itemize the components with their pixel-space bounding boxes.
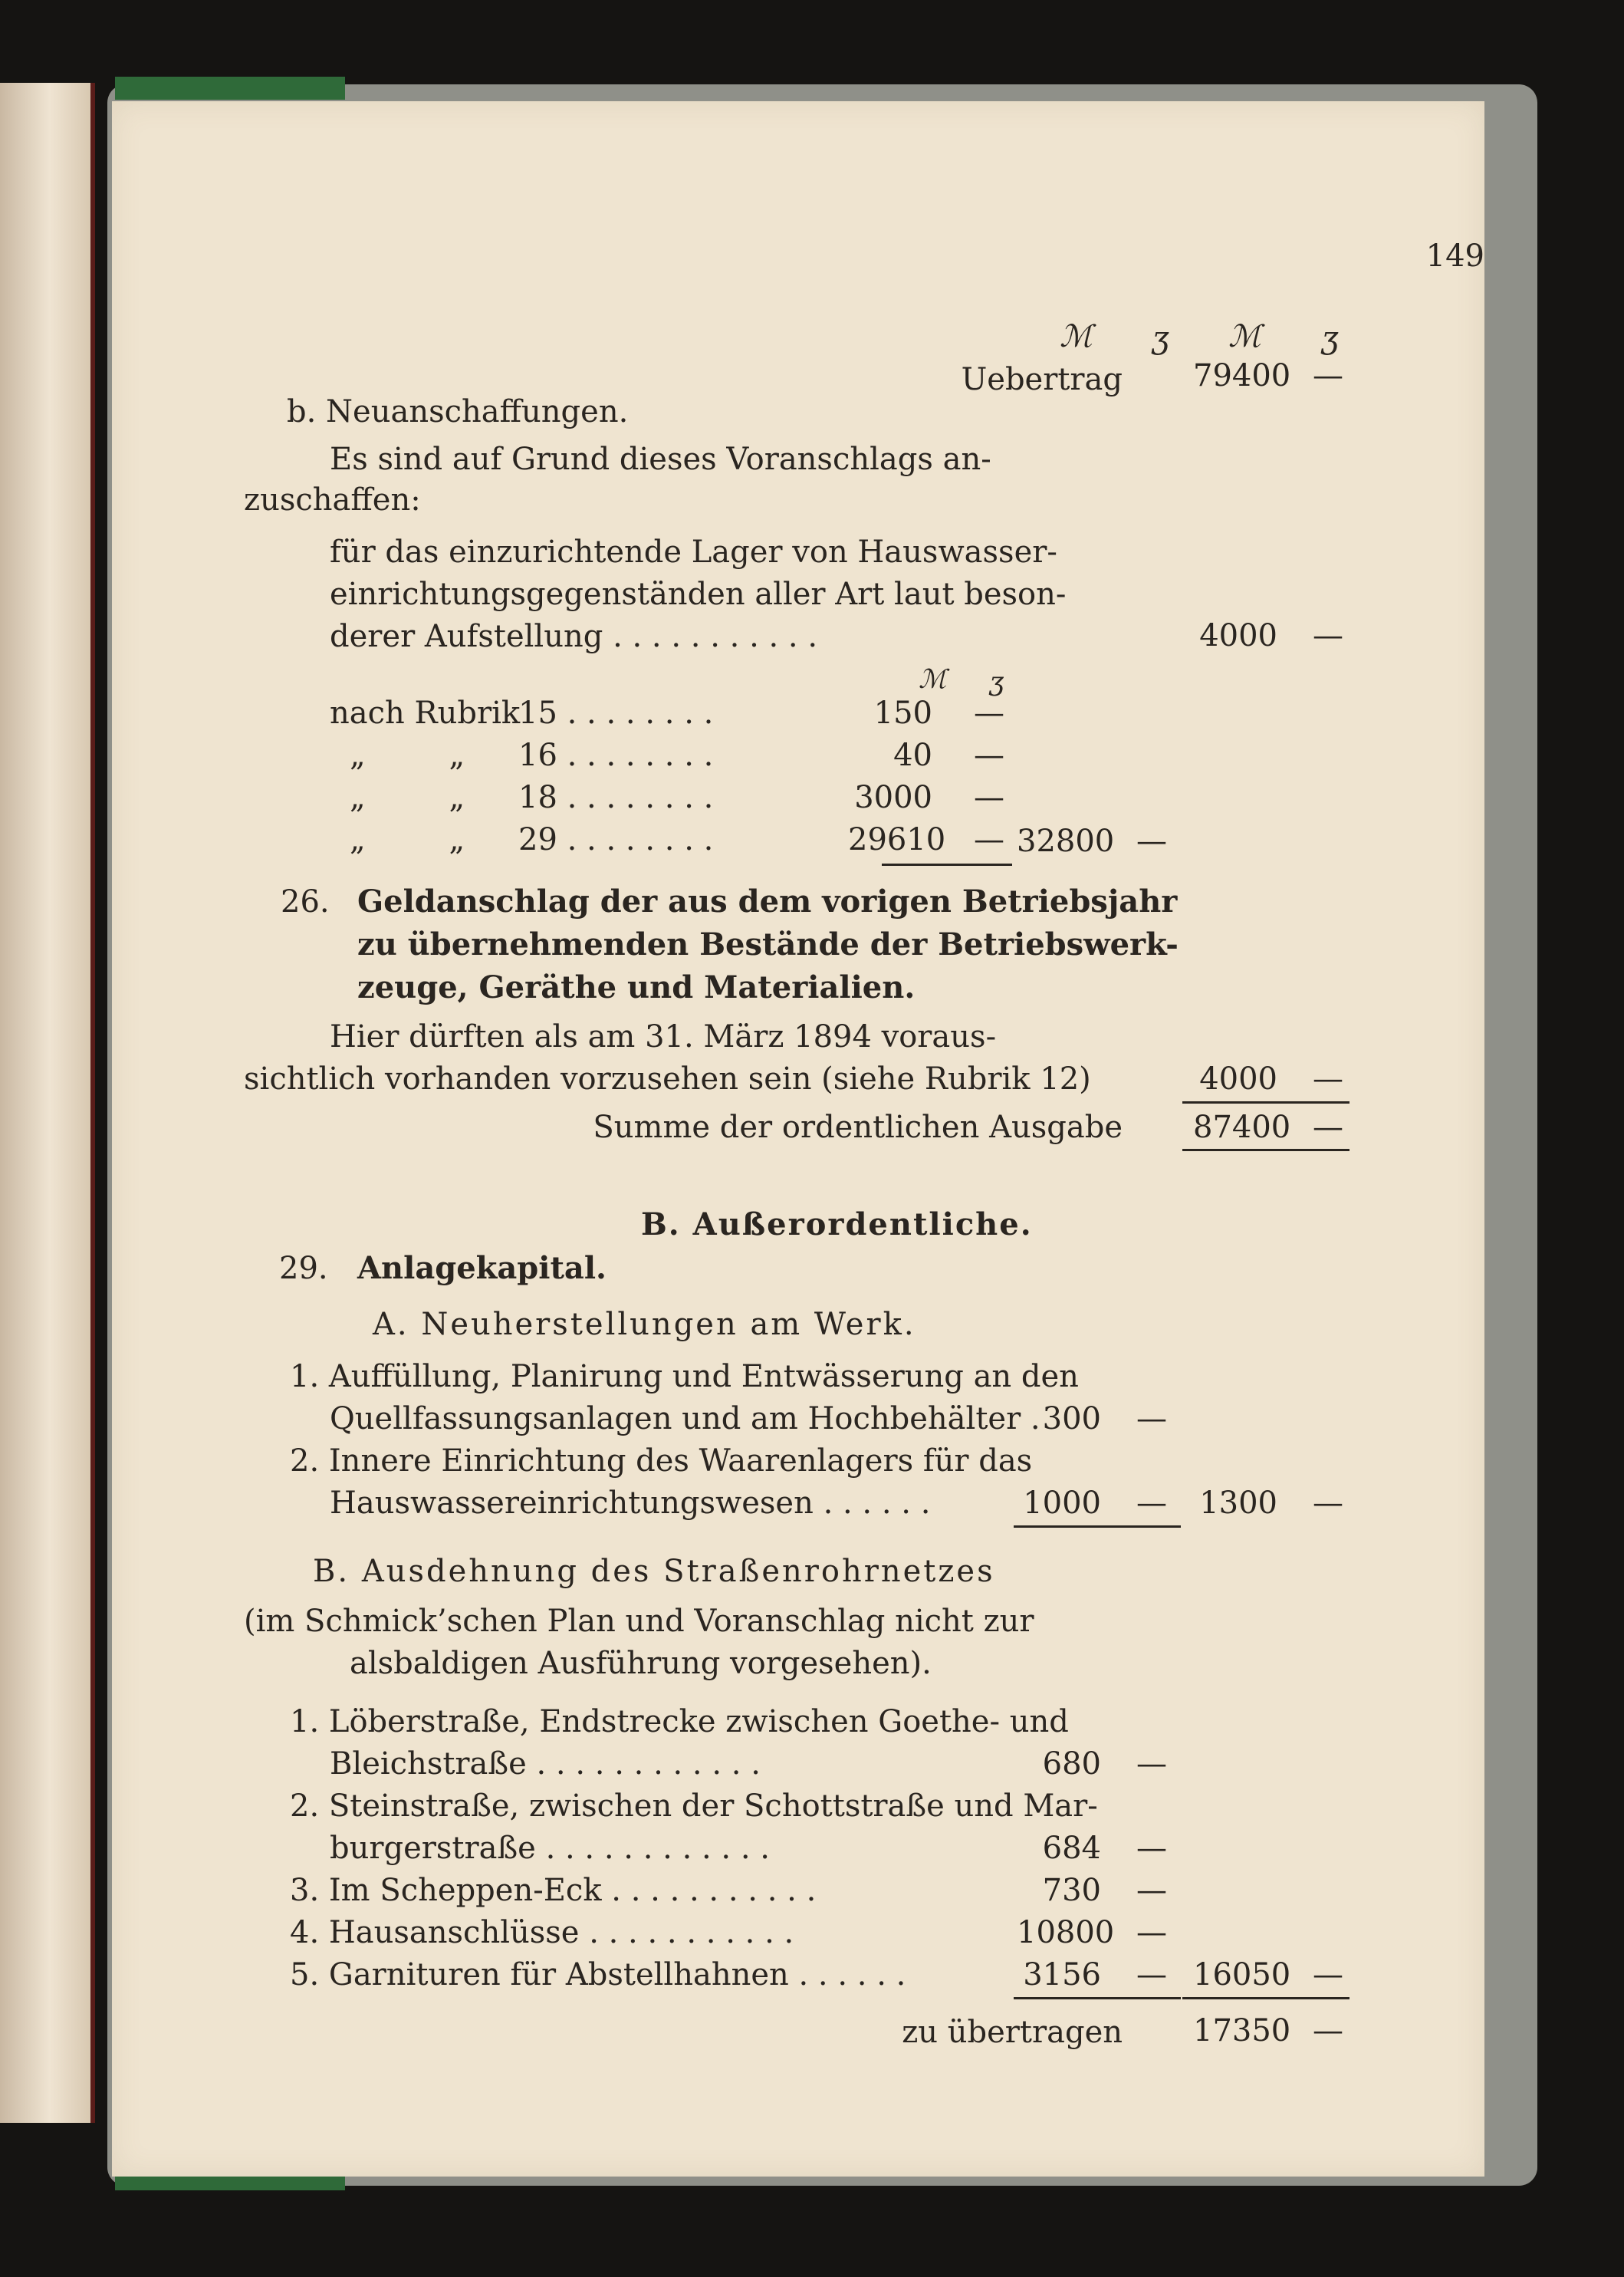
- rubrik-num-3: 18 . . . . . . . .: [518, 780, 714, 815]
- subsection-a-total-dash: —: [1313, 1486, 1343, 1521]
- item-29-title: Anlagekapital.: [357, 1250, 607, 1286]
- subsection-b-item1-line1: 1. Löberstraße, Endstrecke zwischen Goethe- und: [290, 1704, 1069, 1739]
- subsection-b-item2-line1: 2. Steinstraße, zwischen der Schottstraße und Mar-: [290, 1788, 1098, 1824]
- uebertrag-dash: —: [1313, 358, 1343, 393]
- subsection-b-item4-value: 10800: [1017, 1915, 1115, 1950]
- rubrik-label-3: „ „: [350, 780, 502, 815]
- subsection-a-item1-dash: —: [1136, 1401, 1167, 1436]
- section-b-item-2: einrichtungsgegenständen aller Art laut beson-: [330, 577, 1067, 612]
- subsection-a-heading: A. Neuherstellungen am Werk.: [373, 1307, 916, 1342]
- rubrik-total-dash: —: [1136, 824, 1167, 859]
- currency-mark-col2: ℳ: [1228, 319, 1261, 354]
- subsection-b-sum-rule-2: [1182, 1997, 1349, 1999]
- rubrik-label-2: „ „: [350, 738, 502, 773]
- subsection-b-item4-dash: —: [1136, 1915, 1167, 1950]
- subsection-a-item1-value: 300: [1042, 1401, 1101, 1436]
- subsection-b-item5-value: 3156: [1023, 1957, 1101, 1992]
- subsection-b-item1-dash: —: [1136, 1746, 1167, 1782]
- subsection-a-item2-dash: —: [1136, 1486, 1167, 1521]
- subsection-b-item2-dash: —: [1136, 1831, 1167, 1866]
- rubrik-num-2: 16 . . . . . . . .: [518, 738, 714, 773]
- subsection-b-item2-value: 684: [1042, 1831, 1101, 1866]
- summe-value: 87400: [1193, 1110, 1291, 1145]
- section-b-intro-2: zuschaffen:: [244, 482, 421, 518]
- carry-value: 17350: [1193, 2013, 1291, 2048]
- subsection-b-total: 16050: [1193, 1957, 1291, 1992]
- item-26-dash: —: [1313, 1061, 1343, 1097]
- summe-dash: —: [1313, 1110, 1343, 1145]
- summe-label: Summe der ordentlichen Ausgabe: [593, 1110, 1123, 1145]
- item-26-title-3: zeuge, Geräthe und Materialien.: [357, 969, 916, 1005]
- section-b-intro-1: Es sind auf Grund dieses Voranschlags an-: [330, 442, 991, 477]
- carry-dash: —: [1313, 2013, 1343, 2048]
- item-26-title-2: zu übernehmenden Bestände der Betriebswerk-: [357, 926, 1179, 962]
- subsection-a-item1-line1: 1. Auffüllung, Planirung und Entwässerung an den: [290, 1359, 1079, 1394]
- summe-top-rule: [1182, 1101, 1349, 1104]
- subsection-a-item2-value: 1000: [1023, 1486, 1101, 1521]
- subsection-a-item2-line2: Hauswassereinrichtungswesen . . . . . .: [330, 1486, 931, 1521]
- rubrik-label-4: „ „: [350, 822, 502, 857]
- subsection-b-sub-2: alsbaldigen Ausführung vorgesehen).: [350, 1646, 932, 1681]
- subsection-b-item1-line2: Bleichstraße . . . . . . . . . . . .: [330, 1746, 761, 1782]
- rubrik-value-1: 150: [873, 696, 932, 731]
- currency-mark-col1: ℳ: [1060, 319, 1093, 354]
- book-page: [112, 101, 1484, 2177]
- rubrik-num-4: 29 . . . . . . . .: [518, 822, 714, 857]
- subsection-b-item5: 5. Garnituren für Abstellhahnen . . . . . .: [290, 1957, 906, 1992]
- item-26-title-1: Geldanschlag der aus dem vorigen Betriebsjahr: [357, 883, 1178, 920]
- uebertrag-label: Uebertrag: [961, 362, 1123, 397]
- section-b-item-3: derer Aufstellung . . . . . . . . . . .: [330, 619, 818, 654]
- part-b-heading: B. Außerordentliche.: [641, 1206, 1033, 1242]
- currency-pf-col2: ʒ: [1321, 321, 1339, 356]
- subsection-b-item3-value: 730: [1042, 1873, 1101, 1908]
- subsection-a-item2-line1: 2. Innere Einrichtung des Waarenlagers für das: [290, 1443, 1033, 1479]
- rubrik-sum-rule: [882, 864, 1012, 866]
- subsection-b-item3: 3. Im Scheppen-Eck . . . . . . . . . . .: [290, 1873, 817, 1908]
- rubrik-total: 32800: [1017, 824, 1115, 859]
- rubrik-dash-2: —: [974, 738, 1004, 773]
- summe-bottom-rule: [1182, 1149, 1349, 1151]
- subsection-b-item5-dash: —: [1136, 1957, 1167, 1992]
- uebertrag-value: 79400: [1193, 358, 1291, 393]
- subsection-a-total: 1300: [1199, 1486, 1277, 1521]
- section-b-item-1: für das einzurichtende Lager von Hauswasser-: [330, 535, 1057, 570]
- subsection-b-item4: 4. Hausanschlüsse . . . . . . . . . . .: [290, 1915, 794, 1950]
- section-b-item-dash: —: [1313, 618, 1343, 653]
- item-29-number: 29.: [279, 1251, 328, 1286]
- item-26-text-2: sichtlich vorhanden vorzusehen sein (siehe Rubrik 12): [244, 1061, 1091, 1097]
- subsection-a-sum-rule: [1014, 1525, 1181, 1528]
- rubrik-currency-mark: ℳ: [919, 664, 947, 695]
- section-b-item-value: 4000: [1199, 618, 1277, 653]
- rubrik-dash-1: —: [974, 696, 1004, 731]
- rubrik-currency-pf: ʒ: [989, 666, 1004, 697]
- subsection-b-item1-value: 680: [1042, 1746, 1101, 1782]
- rubrik-label-1: nach Rubrik: [330, 696, 521, 731]
- left-page-edge: [0, 83, 95, 2123]
- rubrik-value-4: 29610: [848, 822, 946, 857]
- subsection-b-sub-1: (im Schmick’schen Plan und Voranschlag nicht zur: [244, 1604, 1034, 1639]
- page-number: 149: [1425, 239, 1484, 274]
- item-26-value: 4000: [1199, 1061, 1277, 1097]
- subsection-b-heading: B. Ausdehnung des Straßenrohrnetzes: [313, 1554, 995, 1589]
- subsection-a-item1-line2: Quellfassungsanlagen und am Hochbehälter .: [330, 1401, 1040, 1436]
- currency-pf-col1: ʒ: [1152, 321, 1169, 356]
- rubrik-num-1: 15 . . . . . . . .: [518, 696, 714, 731]
- subsection-b-item3-dash: —: [1136, 1873, 1167, 1908]
- rubrik-dash-3: —: [974, 780, 1004, 815]
- subsection-b-item2-line2: burgerstraße . . . . . . . . . . . .: [330, 1831, 771, 1866]
- item-26-number: 26.: [281, 884, 330, 920]
- rubrik-value-3: 3000: [854, 780, 932, 815]
- subsection-b-total-dash: —: [1313, 1957, 1343, 1992]
- rubrik-dash-4: —: [974, 822, 1004, 857]
- rubrik-value-2: 40: [893, 738, 932, 773]
- section-b-heading: b. Neuanschaffungen.: [287, 394, 629, 429]
- subsection-b-sum-rule-1: [1014, 1997, 1181, 1999]
- item-26-text-1: Hier dürften als am 31. März 1894 voraus-: [330, 1019, 997, 1055]
- carry-label: zu übertragen: [902, 2015, 1123, 2050]
- spine-cloth-top: [115, 77, 345, 100]
